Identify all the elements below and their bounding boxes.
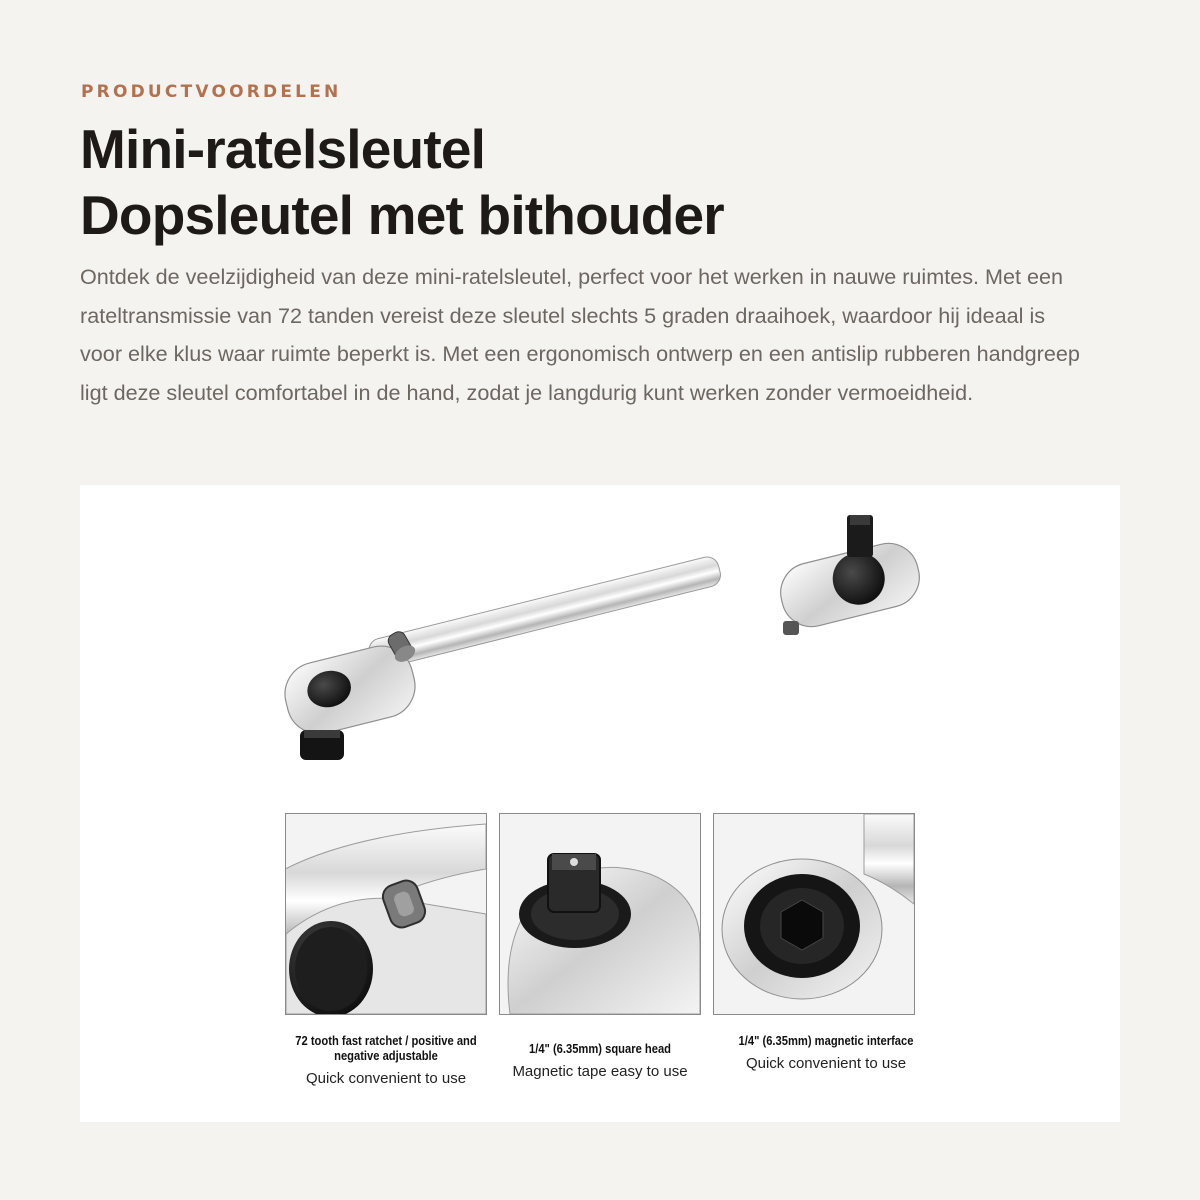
feature-title: 1/4" (6.35mm) magnetic interface: [738, 1033, 914, 1048]
product-description: Ontdek de veelzijdigheid van deze mini-ratelsleutel, perfect voor het werken in nauwe ruimtes. Met een rateltransmissie van 72 tanden vereist deze sleutel slechts 5 graden draaihoek, waardoor hij ideaal is voor elke klus waar ruimte beperkt is. Met een ergonomisch ontwerp en een antislip rubberen handgreep ligt deze sleutel comfortabel in de hand, zodat je langdurig kunt werken zonder vermoeidheid.: [80, 264, 1080, 405]
title-line-1: Mini-ratelsleutel: [80, 118, 486, 180]
section-eyebrow: PRODUCTVOORDELEN: [81, 82, 342, 102]
feature-title: 72 tooth fast ratchet / positive and negative adjustable: [295, 1033, 477, 1063]
feature-image-square-head: [499, 813, 701, 1015]
feature-subtitle: Quick convenient to use: [745, 1055, 907, 1072]
feature-caption-3: [706, 1033, 946, 1074]
title-line-2: Dopsleutel met bithouder: [80, 184, 724, 246]
ratchet-wrench-image: [80, 485, 1120, 785]
hex-bit-socket-icon: [714, 814, 914, 1014]
feature-caption-1: [266, 1033, 506, 1089]
feature-caption-2: [480, 1041, 720, 1082]
feature-image-magnetic-interface: [713, 813, 915, 1015]
product-image-panel: [80, 485, 1120, 1122]
feature-subtitle: Magnetic tape easy to use: [512, 1063, 688, 1080]
ratchet-switch-icon: [286, 814, 486, 1014]
feature-title: 1/4" (6.35mm) square head: [528, 1041, 672, 1056]
square-drive-icon: [500, 814, 700, 1014]
feature-subtitle: Quick convenient to use: [305, 1070, 467, 1087]
feature-image-ratchet-switch: [285, 813, 487, 1015]
page-title: [80, 116, 724, 248]
